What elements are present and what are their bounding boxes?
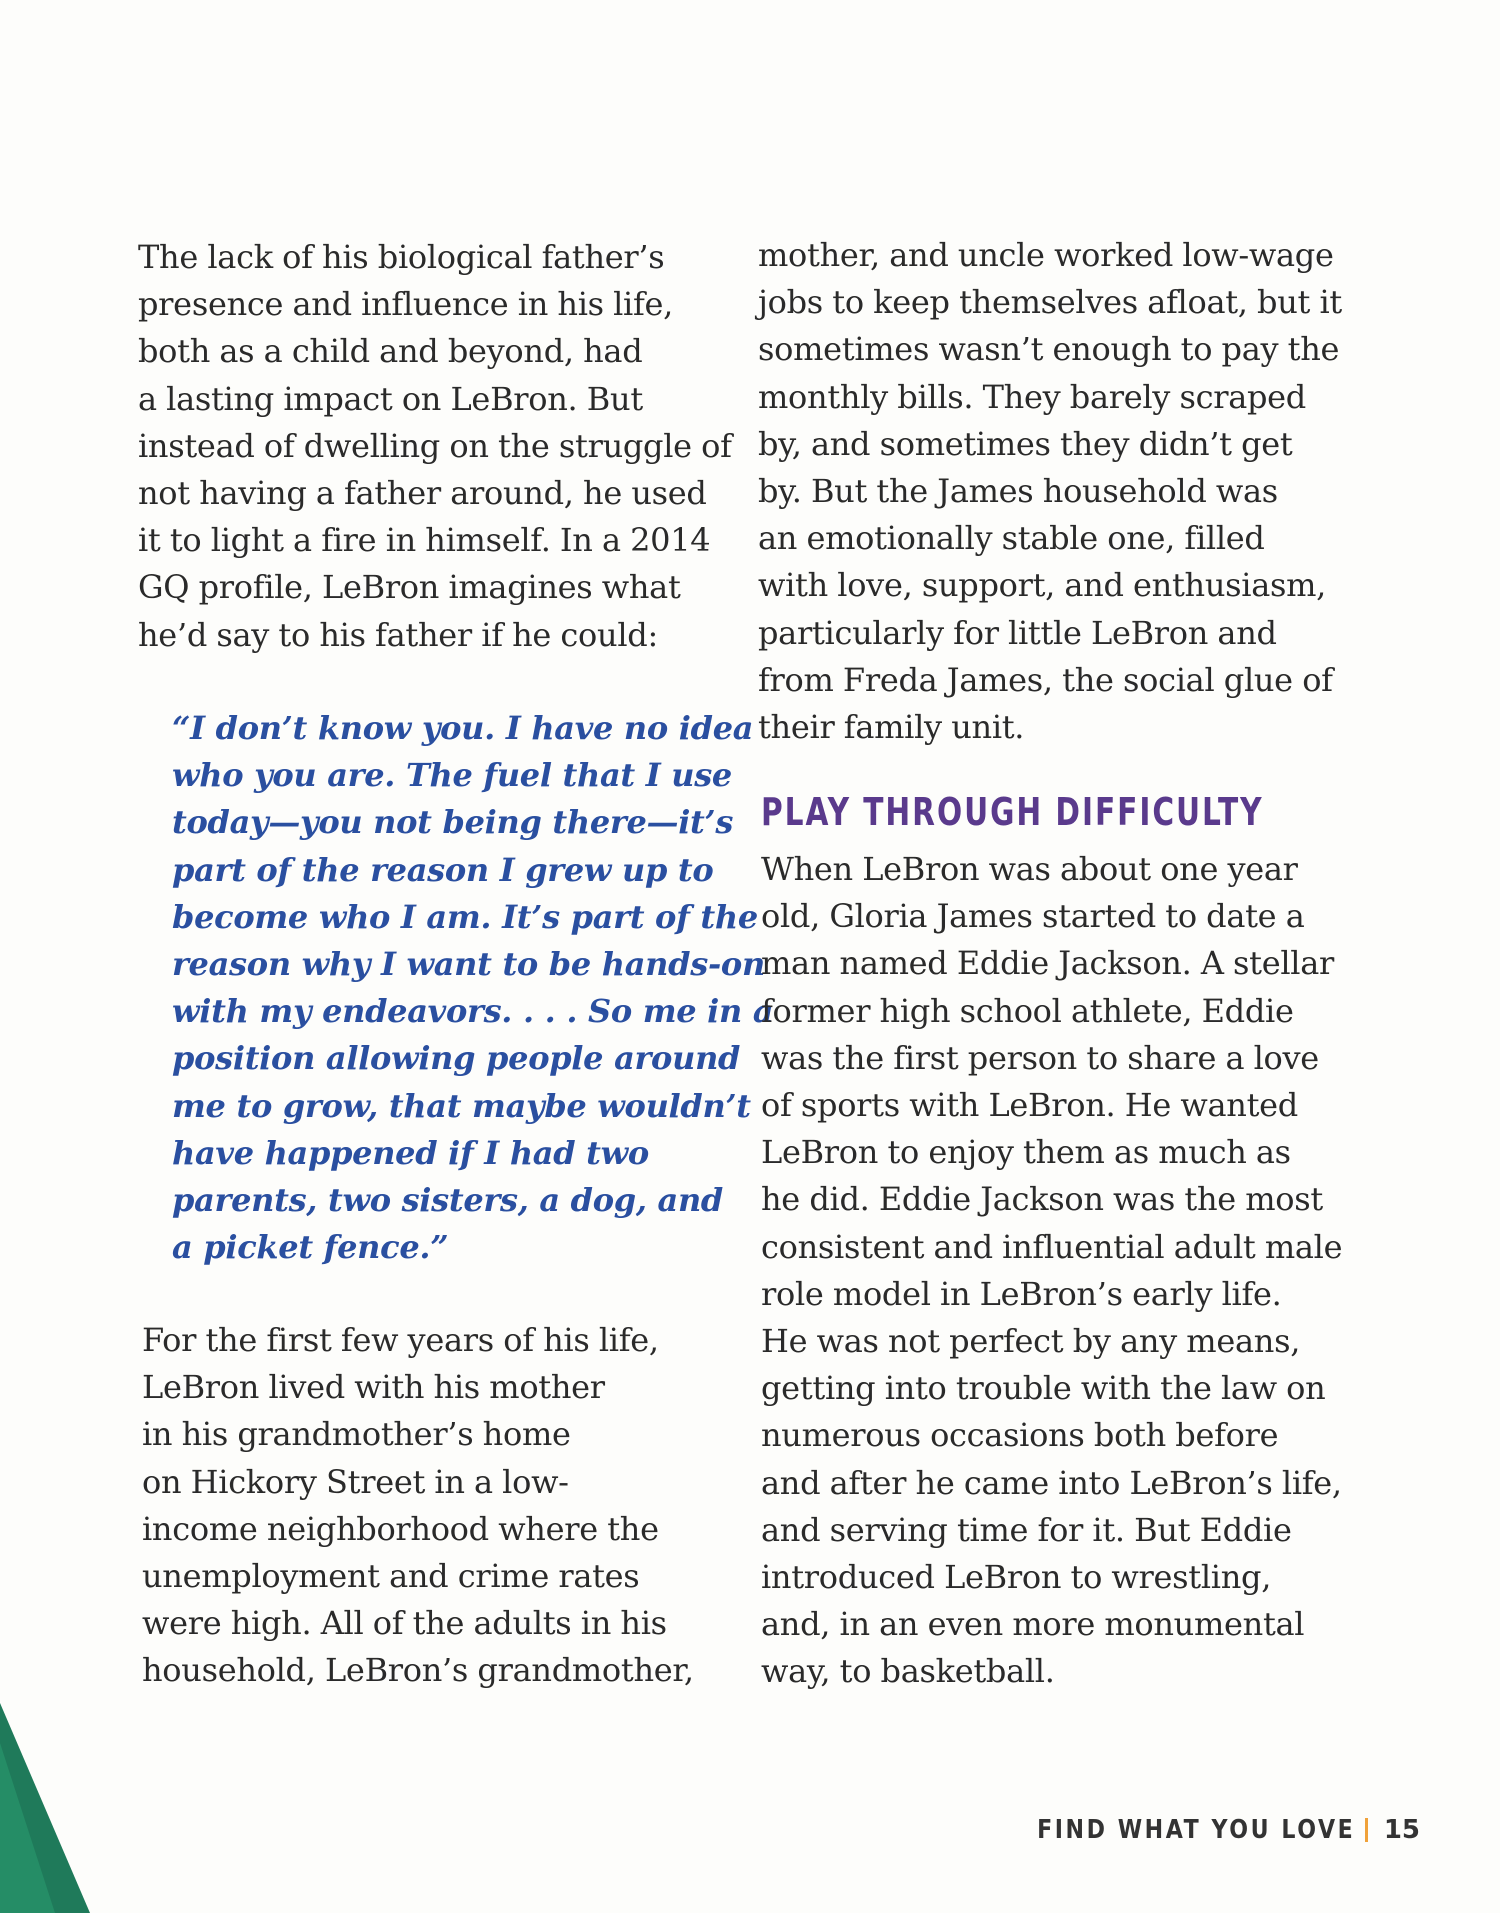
quote-line: become who I am. It’s part of the [172,897,758,936]
text-line: presence and influence in his life, [138,285,674,324]
section-heading: PLAY THROUGH DIFFICULTY [761,790,1264,834]
text-line: their family unit. [758,708,1025,747]
text-line: it to light a fire in himself. In a 2014 [138,521,711,560]
quote-line: “I don’t know you. I have no idea [172,709,754,747]
quote-line: today—you not being there—it’s [172,803,734,842]
text-line: on Hickory Street in a low- [142,1462,569,1501]
text-line: consistent and influential adult male [761,1227,1343,1266]
text-line: For the first few years of his life, [142,1321,659,1359]
right-column-paragraph-2 [761,846,1341,1696]
footer-separator [1365,1818,1368,1842]
text-line: of sports with LeBron. He wanted [761,1086,1298,1125]
text-line: was the first person to share a love [761,1038,1319,1077]
left-column-paragraph-2 [142,1317,712,1695]
text-line: man named Eddie Jackson. A stellar [761,944,1335,983]
text-line: monthly bills. They barely scraped [758,377,1306,416]
footer-section-title: FIND WHAT YOU LOVE [1036,1815,1355,1845]
quote-line: have happened if I had two [172,1133,649,1172]
text-line: GQ profile, LeBron imagines what [138,568,681,607]
text-line: role model in LeBron’s early life. [761,1274,1282,1313]
text-line: and after he came into LeBron’s life, [761,1463,1342,1502]
text-line: by, and sometimes they didn’t get [758,424,1293,463]
text-line: He was not perfect by any means, [761,1322,1301,1361]
text-line: with love, support, and enthusiasm, [758,566,1327,605]
quote-line: part of the reason I grew up to [172,850,714,889]
text-line: numerous occasions both before [761,1416,1279,1455]
pull-quote [172,705,774,1271]
text-line: former high school athlete, Eddie [761,991,1294,1030]
text-line: an emotionally stable one, filled [758,519,1265,558]
quote-line: with my endeavors. . . . So me in a [172,992,774,1031]
quote-line: position allowing people around [172,1039,741,1078]
corner-graphic [0,1653,90,1913]
text-line: both as a child and beyond, had [138,332,643,371]
quote-line: a picket fence.” [172,1228,449,1267]
text-line: income neighborhood where the [142,1509,659,1548]
text-line: LeBron to enjoy them as much as [761,1133,1291,1172]
text-line: When LeBron was about one year [761,850,1298,888]
text-line: in his grandmother’s home [142,1415,571,1454]
text-line: The lack of his biological father’s [138,238,665,276]
text-line: way, to basketball. [761,1652,1055,1691]
text-line: introduced LeBron to wrestling, [761,1558,1272,1597]
text-line: household, LeBron’s grandmother, [142,1651,694,1690]
text-line: LeBron lived with his mother [142,1368,605,1407]
text-line: from Freda James, the social glue of [758,660,1333,699]
text-line: unemployment and crime rates [142,1557,640,1596]
text-line: mother, and uncle worked low-wage [758,236,1334,274]
quote-line: parents, two sisters, a dog, and [172,1181,723,1220]
text-line: and, in an even more monumental [761,1605,1305,1644]
text-line: by. But the James household was [758,472,1278,511]
text-line: a lasting impact on LeBron. But [138,379,643,418]
left-column-paragraph-1 [138,234,732,659]
quote-line: reason why I want to be hands-on [172,945,765,984]
text-line: jobs to keep themselves afloat, but it [758,283,1342,322]
text-line: getting into trouble with the law on [761,1369,1326,1408]
text-line: he did. Eddie Jackson was the most [761,1180,1323,1219]
quote-line: who you are. The fuel that I use [172,756,732,795]
running-footer [981,1815,1420,1845]
text-line: particularly for little LeBron and [758,613,1277,652]
text-line: he’d say to his father if he could: [138,615,658,654]
text-line: sometimes wasn’t enough to pay the [758,330,1340,369]
quote-line: me to grow, that maybe wouldn’t [172,1086,751,1125]
text-line: not having a father around, he used [138,474,707,513]
page-number: 15 [1383,1815,1420,1845]
text-line: were high. All of the adults in his [142,1604,667,1643]
text-line: and serving time for it. But Eddie [761,1510,1292,1549]
text-line: old, Gloria James started to date a [761,897,1305,936]
right-column-paragraph-1 [758,232,1342,751]
text-line: instead of dwelling on the struggle of [138,426,732,465]
